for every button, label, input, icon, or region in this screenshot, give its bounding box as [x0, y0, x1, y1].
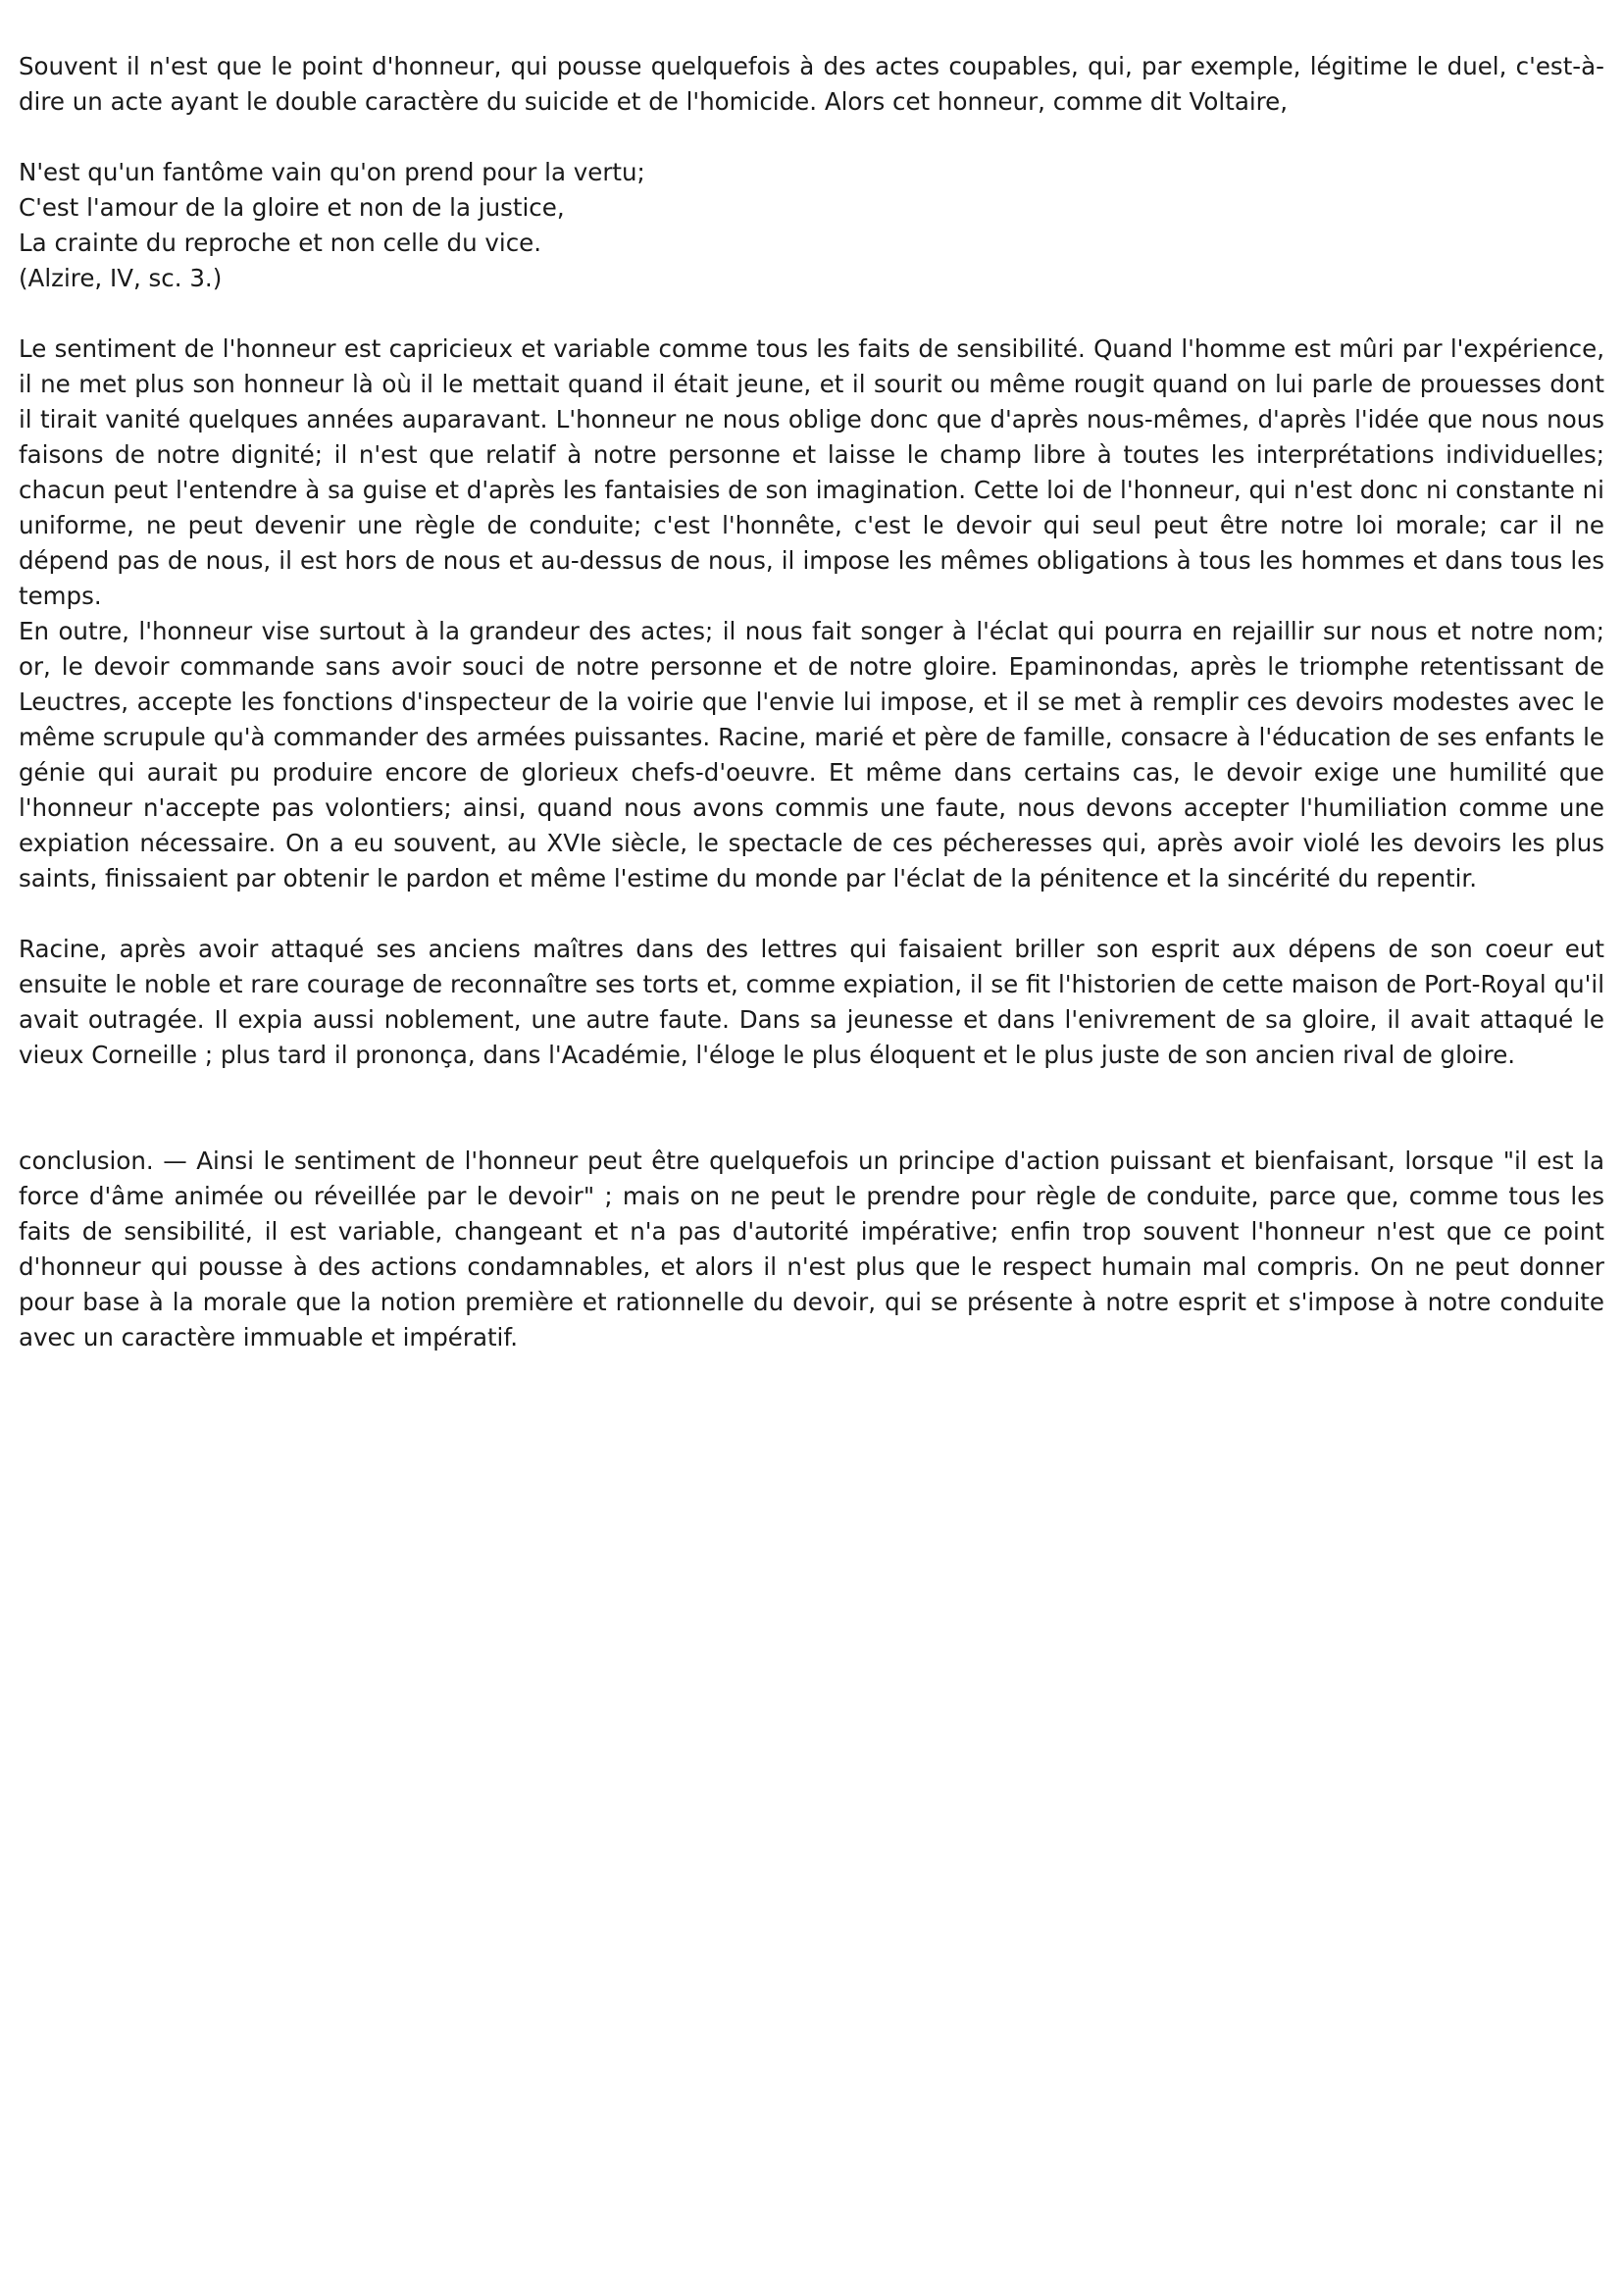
paragraph-grandeur-des-actes: En outre, l'honneur vise surtout à la grandeur des actes; il nous fait songer à l'éclat qui pourra en rejaillir sur nous et notre nom; or, le devoir commande sans avoir souci de notre personne et de notre gloire. Epaminondas, après le triomphe retentissant de Leuctres, accepte les fonctions d'inspecteur de la voirie que l'envie lui impose, et il se met à remplir ces devoirs modestes avec le même scrupule qu'à commander des armées puissantes. Racine, marié et père de famille, consacre à l'éducation de ses enfants le génie qui aurait pu produire encore de glorieux chefs-d'oeuvre. Et même dans certains cas, le devoir exige une humilité que l'honneur n'accepte pas volontiers; ainsi, quand nous avons commis une faute, nous devons accepter l'humiliation comme une expiation nécessaire. On a eu souvent, au XVIe siècle, le spectacle de ces pécheresses qui, après avoir violé les devoirs les plus saints, finissaient par obtenir le pardon et même l'estime du monde par l'éclat de la pénitence et la sincérité du repentir. — [19, 617, 1604, 892]
paragraph-sentiment-variable: Le sentiment de l'honneur est capricieux et variable comme tous les faits de sensibilité. Quand l'homme est mûri par l'expérience, il ne met plus son honneur là où il le mettait quand il était jeune, et il sourit ou même rougit quand on lui parle de prouesses dont il tirait vanité quelques années auparavant. L'honneur ne nous oblige donc que d'après nous-mêmes, d'après l'idée que nous nous faisons de notre dignité; il n'est que relatif à notre personne et laisse le champ libre à toutes les interprétations individuelles; chacun peut l'entendre à sa guise et d'après les fantaisies de son imagination. Cette loi de l'honneur, qui n'est donc ni constante ni uniforme, ne peut devenir une règle de conduite; c'est l'honnête, c'est le devoir qui seul peut être notre loi morale; car il ne dépend pas de nous, il est hors de nous et au-dessus de nous, il impose les mêmes obligations à tous les hommes et dans tous les temps. — [19, 334, 1604, 610]
verse-citation: (Alzire, IV, sc. 3.) — [19, 264, 223, 292]
paragraph-spacer — [19, 120, 1604, 155]
verse-line: C'est l'amour de la gloire et non de la justice, — [19, 193, 565, 222]
paragraph-spacer — [19, 896, 1604, 932]
paragraph-spacer — [19, 1073, 1604, 1144]
verse-quotation — [19, 155, 1604, 296]
paragraph-point-d-honneur: Souvent il n'est que le point d'honneur, qui pousse quelquefois à des actes coupables, qui, par exemple, légitime le duel, c'est-à-dire un acte ayant le double caractère du suicide et de l'homicide. Alors cet honneur, comme dit Voltaire, — [19, 52, 1604, 116]
verse-line: La crainte du reproche et non celle du vice. — [19, 229, 542, 257]
verse-line: N'est qu'un fantôme vain qu'on prend pour la vertu; — [19, 158, 645, 186]
paragraph-conclusion: conclusion. — Ainsi le sentiment de l'honneur peut être quelquefois un principe d'action puissant et bienfaisant, lorsque "il est la force d'âme animée ou réveillée par le devoir" ; mais on ne peut le prendre pour règle de conduite, parce que, comme tous les faits de sensibilité, il est variable, changeant et n'a pas d'autorité impérative; enfin trop souvent l'honneur n'est que ce point d'honneur qui pousse à des actions condamnables, et alors il n'est plus que le respect humain mal compris. On ne peut donner pour base à la morale que la notion première et rationnelle du devoir, qui se présente à notre esprit et s'impose à notre conduite avec un caractère immuable et impératif. — [19, 1147, 1604, 1351]
document-page — [19, 49, 1604, 1355]
paragraph-racine: Racine, après avoir attaqué ses anciens maîtres dans des lettres qui faisaient briller son esprit aux dépens de son coeur eut ensuite le noble et rare courage de reconnaître ses torts et, comme expiation, il se fit l'historien de cette maison de Port-Royal qu'il avait outragée. Il expia aussi noblement, une autre faute. Dans sa jeunesse et dans l'enivrement de sa gloire, il avait attaqué le vieux Corneille ; plus tard il prononça, dans l'Académie, l'éloge le plus éloquent et le plus juste de son ancien rival de gloire. — [19, 935, 1604, 1069]
paragraph-spacer — [19, 296, 1604, 331]
